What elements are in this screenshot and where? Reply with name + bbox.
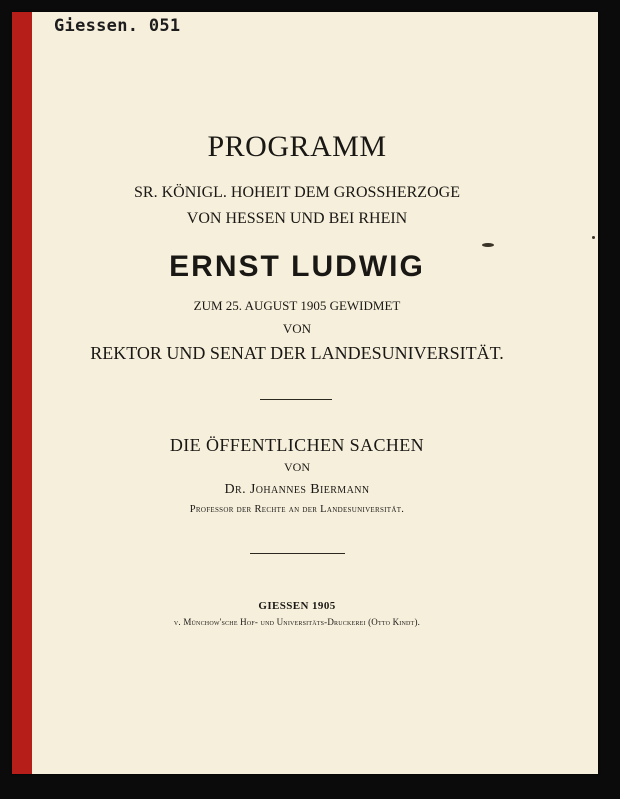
von-line-2: VON: [284, 460, 310, 474]
red-binding-strip: [12, 12, 32, 774]
author-name: Dr. Johannes Biermann: [224, 482, 370, 497]
archive-stamp: Giessen. 051: [54, 16, 181, 36]
divider-rule-2: [250, 553, 345, 554]
work-title: DIE ÖFFENTLICHEN SACHEN: [169, 435, 425, 455]
document-page: [12, 12, 598, 774]
author-title: Professor der Rechte an der Landesuniversität.: [189, 504, 405, 515]
date-line: ZUM 25. AUGUST 1905 GEWIDMET: [193, 298, 401, 313]
dedicatee-name: ERNST LUDWIG: [169, 250, 425, 283]
paper-blemish: [482, 243, 494, 247]
dedication-line-2: VON HESSEN UND BEI RHEIN: [186, 210, 408, 227]
document-title: PROGRAMM: [207, 130, 387, 163]
place-year: GIESSEN 1905: [258, 600, 336, 612]
paper-blemish: [592, 236, 595, 239]
printer-imprint: v. Münchow'sche Hof- und Universitäts-Druckerei (Otto Kindt).: [173, 617, 421, 627]
institution-line: REKTOR UND SENAT DER LANDESUNIVERSITÄT.: [90, 343, 504, 363]
von-line-1: VON: [282, 321, 312, 336]
divider-rule-1: [260, 399, 332, 400]
dedication-line-1: SR. KÖNIGL. HOHEIT DEM GROSSHERZOGE: [134, 184, 460, 201]
